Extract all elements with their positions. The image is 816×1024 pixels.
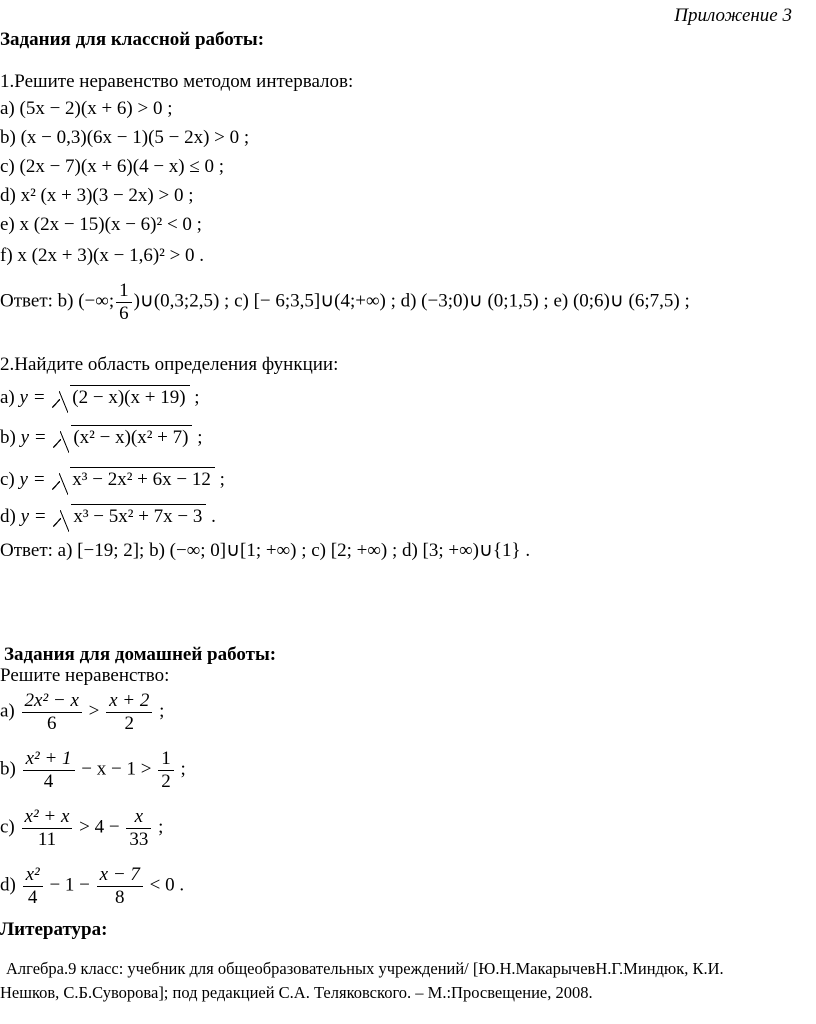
- item-label: b): [0, 758, 16, 780]
- fraction-denominator: 2: [124, 712, 134, 734]
- fraction-numerator: x² + x: [22, 806, 73, 829]
- fraction-denominator: 4: [43, 770, 54, 792]
- task1-item-e: e) x (2x − 15)(x − 6)² < 0 ;: [0, 214, 202, 235]
- item-end: ;: [219, 469, 225, 490]
- item-lhs: y =: [20, 506, 47, 527]
- task2-title: 2.Найдите область определения функции:: [0, 354, 339, 375]
- task2-answer: Ответ: a) [−19; 2]; b) (−∞; 0]∪[1; +∞) ; c) [2; +∞) ; d) [3; +∞)∪{1} .: [0, 540, 531, 561]
- fraction-denominator: 6: [46, 712, 57, 734]
- task2-item-b: [0, 425, 203, 447]
- home-intro: Решите неравенство:: [0, 665, 170, 686]
- fraction-right: [97, 864, 143, 909]
- task2-item-d: [0, 504, 216, 526]
- answer-b-post: )∪(0,3;2,5) ;: [133, 290, 230, 312]
- home-item-c: [0, 806, 163, 851]
- radicand: x³ − 2x² + 6x − 12: [70, 467, 215, 489]
- task2-item-a: [0, 385, 200, 407]
- item-end: ;: [197, 427, 203, 448]
- home-item-b: [0, 748, 186, 793]
- fraction-denominator: 2: [161, 770, 171, 792]
- answer-label: Ответ:: [0, 290, 53, 312]
- home-item-a: [0, 690, 164, 735]
- item-end: .: [179, 874, 185, 896]
- fraction-numerator: 1: [116, 280, 132, 303]
- fraction-denominator: 8: [115, 886, 125, 908]
- item-end: ;: [180, 758, 186, 780]
- fraction-numerator: x − 7: [97, 864, 143, 887]
- item-end: ;: [194, 387, 200, 408]
- item-middle: − 1 −: [49, 874, 90, 896]
- fraction-right: [106, 690, 152, 735]
- radicand: (x² − x)(x² + 7): [71, 425, 192, 447]
- item-middle: > 4 −: [79, 816, 120, 838]
- item-label: c): [0, 816, 15, 838]
- fraction-denominator: 6: [119, 302, 129, 324]
- fraction-denominator: 11: [37, 828, 57, 850]
- fraction-denominator: 4: [27, 886, 38, 908]
- literature-line-1: Алгебра.9 класс: учебник для общеобразовательных учреждений/ [Ю.Н.МакарычевН.Г.Миндюк, К.И.: [6, 959, 724, 978]
- fraction-numerator: 1: [158, 748, 174, 771]
- item-label: d): [0, 874, 16, 896]
- fraction-numerator: 2x² − x: [22, 690, 82, 713]
- literature-line-2: Нешков, С.Б.Суворова]; под редакцией С.А. Теляковского. – М.:Просвещение, 2008.: [0, 983, 593, 1002]
- item-lhs: y =: [20, 427, 47, 448]
- fraction-left: [22, 806, 73, 851]
- task1-item-b: b) (x − 0,3)(6x − 1)(5 − 2x) > 0 ;: [0, 127, 250, 148]
- fraction-left: [22, 690, 82, 735]
- answer-b-label: b): [57, 290, 74, 312]
- task2-item-c: [0, 467, 225, 489]
- item-label: a): [0, 387, 15, 408]
- home-work-heading: Задания для домашней работы:: [4, 644, 277, 665]
- task1-item-a: a) (5x − 2)(x + 6) > 0 ;: [0, 98, 173, 119]
- task1-item-c: c) (2x − 7)(x + 6)(4 − x) ≤ 0 ;: [0, 156, 225, 177]
- task1-item-f: f) x (2x + 3)(x − 1,6)² > 0 .: [0, 245, 205, 266]
- task1-answer: [0, 280, 690, 325]
- item-label: b): [0, 427, 16, 448]
- answer-b-pre: (−∞;: [78, 290, 115, 312]
- item-label: c): [0, 469, 15, 490]
- sqrt-symbol: [53, 425, 192, 447]
- fraction-numerator: x² + 1: [23, 748, 75, 771]
- item-label: a): [0, 700, 15, 722]
- sqrt-symbol: [52, 385, 189, 407]
- fraction-right: [126, 806, 151, 851]
- answer-b-fraction: [116, 280, 132, 325]
- item-middle: >: [88, 700, 100, 722]
- item-tail: < 0: [149, 874, 175, 896]
- sqrt-symbol: [53, 504, 206, 526]
- item-lhs: y =: [19, 469, 46, 490]
- appendix-label: Приложение 3: [674, 5, 792, 26]
- task1-item-d: d) x² (x + 3)(3 − 2x) > 0 ;: [0, 185, 194, 206]
- sqrt-symbol: [52, 467, 215, 489]
- item-end: ;: [159, 700, 165, 722]
- fraction-numerator: x: [126, 806, 151, 829]
- fraction-numerator: x + 2: [106, 690, 152, 713]
- answer-rest: c) [− 6;3,5]∪(4;+∞) ; d) (−3;0)∪ (0;1,5) ; e) (0;6)∪ (6;7,5) ;: [234, 290, 690, 312]
- class-work-heading: Задания для классной работы:: [0, 29, 265, 50]
- home-item-d: [0, 864, 184, 909]
- item-label: d): [0, 506, 16, 527]
- radicand: x³ − 5x² + 7x − 3: [71, 504, 206, 526]
- item-end: ;: [158, 816, 164, 838]
- fraction-left: [23, 864, 43, 909]
- fraction-denominator: 33: [129, 828, 149, 850]
- item-end: .: [211, 506, 216, 527]
- fraction-right: [158, 748, 174, 793]
- fraction-numerator: x²: [23, 864, 43, 887]
- item-lhs: y =: [19, 387, 46, 408]
- fraction-left: [23, 748, 75, 793]
- literature-heading: Литература:: [0, 919, 108, 940]
- radicand: (2 − x)(x + 19): [70, 385, 189, 407]
- item-middle: − x − 1 >: [81, 758, 152, 780]
- task1-title: 1.Решите неравенство методом интервалов:: [0, 71, 354, 92]
